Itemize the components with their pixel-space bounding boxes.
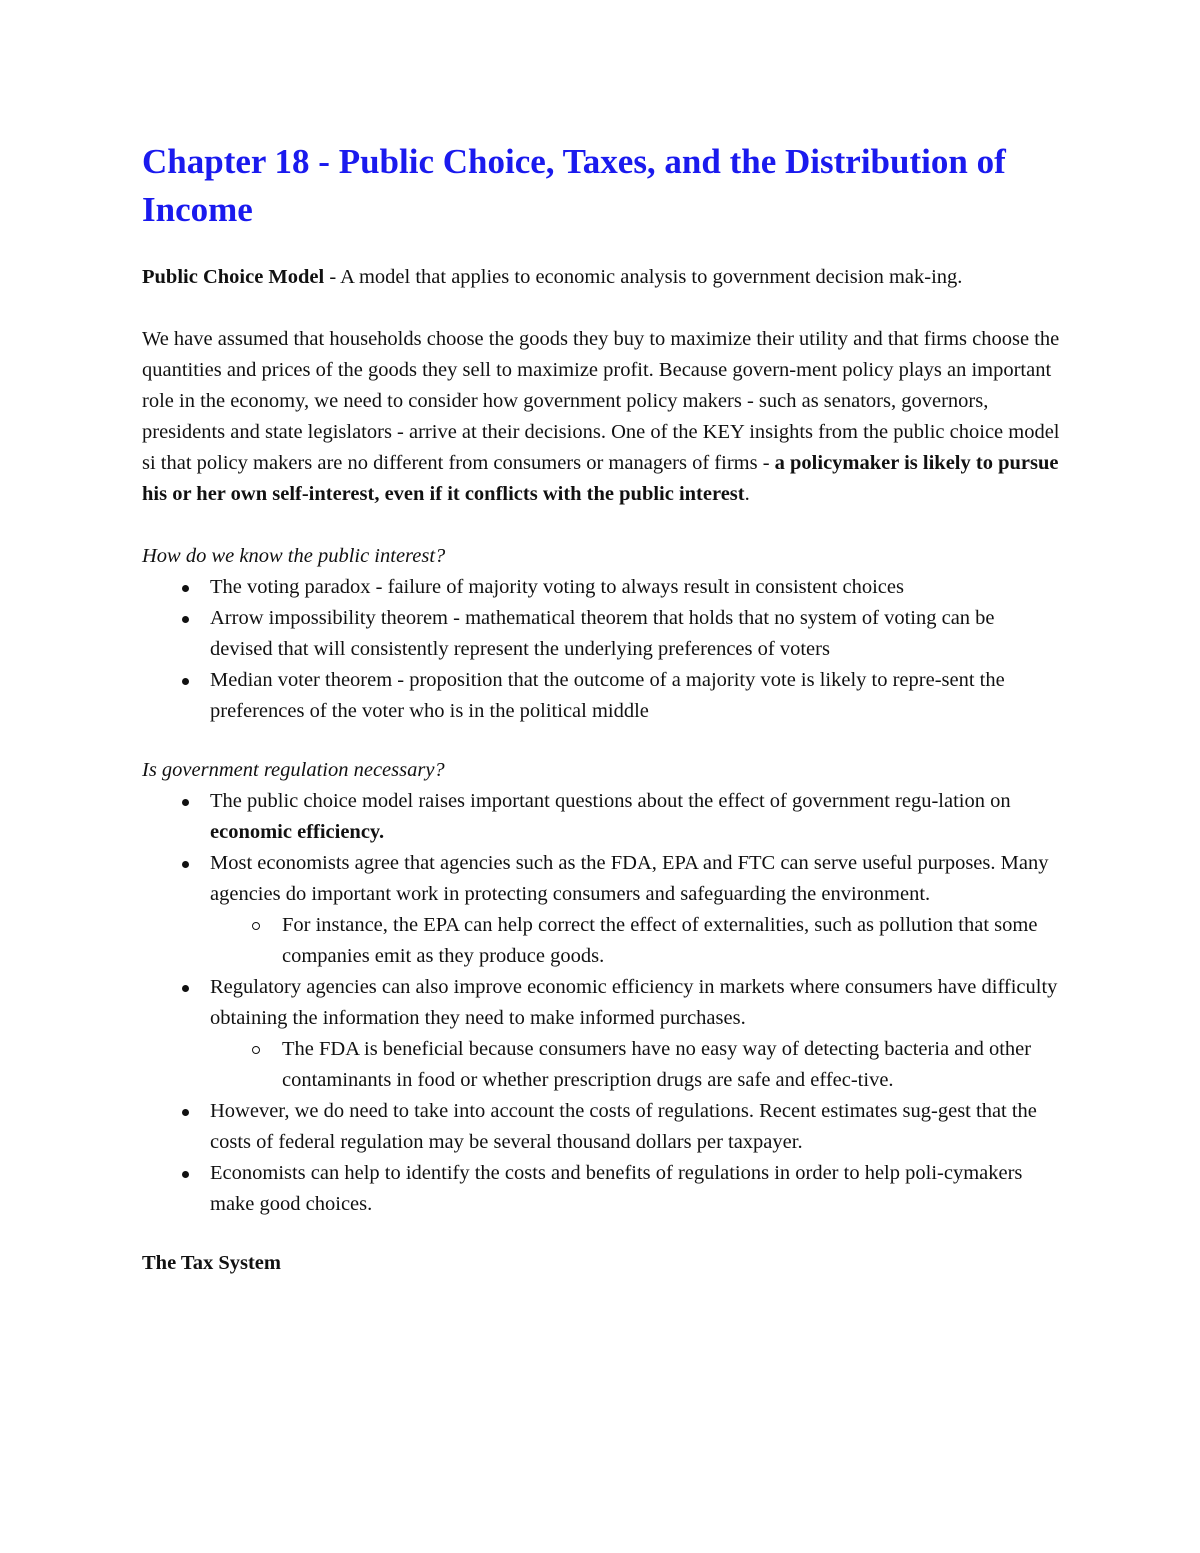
list-item-text: Most economists agree that agencies such as the FDA, EPA and FTC can serve useful purposes. Many agencies do important work in protecting consumers and safeguarding the environment. — [210, 852, 1049, 905]
list-item: Arrow impossibility theorem - mathematical theorem that holds that no system of voting can be devised that will consistently represent the underlying preferences of voters — [142, 603, 1060, 665]
list-item: Economists can help to identify the costs and benefits of regulations in order to help poli-cymakers make good choices. — [142, 1158, 1060, 1220]
public-interest-heading: How do we know the public interest? — [142, 545, 446, 567]
definition-text: - A model that applies to economic analysis to government decision mak-ing. — [324, 266, 963, 288]
spacer — [142, 293, 1060, 324]
spacer — [142, 1220, 1060, 1248]
definition-paragraph — [142, 262, 1060, 293]
list-item — [142, 786, 1060, 848]
list-item: Median voter theorem - proposition that the outcome of a majority vote is likely to repre-sent the preferences of the voter who is in the political middle — [142, 665, 1060, 727]
intro-paragraph — [142, 324, 1060, 510]
list-item: However, we do need to take into account the costs of regulations. Recent estimates sug-gest that the costs of federal regulation may be several thousand dollars per taxpayer. — [142, 1096, 1060, 1158]
regulation-heading: Is government regulation necessary? — [142, 759, 445, 781]
tax-system-heading: The Tax System — [142, 1252, 281, 1274]
page-title: Chapter 18 - Public Choice, Taxes, and the Distribution of Income — [142, 142, 1006, 229]
list-item — [142, 848, 1060, 972]
public-interest-list — [142, 572, 1060, 727]
list-item: The voting paradox - failure of majority voting to always result in consistent choices — [142, 572, 1060, 603]
list-item-text: The public choice model raises important questions about the effect of government regu-lation on — [210, 790, 1011, 812]
intro-end: . — [744, 483, 750, 505]
intro-bold-text: a policymaker is likely to pursue his or her own self-interest, even if it conflicts with the public interest — [142, 452, 1059, 505]
definition-term: Public Choice Model — [142, 266, 325, 288]
sub-list — [142, 1034, 1060, 1096]
sub-list-item: For instance, the EPA can help correct the effect of externalities, such as pollution that some companies emit as they produce goods. — [142, 910, 1060, 972]
regulation-list — [142, 786, 1060, 1220]
list-item — [142, 972, 1060, 1096]
intro-text: We have assumed that households choose the goods they buy to maximize their utility and that firms choose the quantities and prices of the goods they sell to maximize profit. Because govern-ment policy plays an important role in the economy, we need to consider how government policy makers - such as senators, governors, presidents and state legislators - arrive at their decisions. One of the KEY insights from the public choice model si that policy makers are no different from consumers or managers of firms - — [142, 328, 1060, 474]
spacer — [142, 234, 1060, 262]
sub-list-item: The FDA is beneficial because consumers have no easy way of detecting bacteria and other contaminants in food or whether prescription drugs are safe and effec-tive. — [142, 1034, 1060, 1096]
spacer — [142, 727, 1060, 755]
list-item-text: Regulatory agencies can also improve economic efficiency in markets where consumers have difficulty obtaining the information they need to make informed purchases. — [210, 976, 1058, 1029]
spacer — [142, 510, 1060, 541]
list-item-bold-text: economic efficiency. — [210, 821, 385, 843]
sub-list — [142, 910, 1060, 972]
